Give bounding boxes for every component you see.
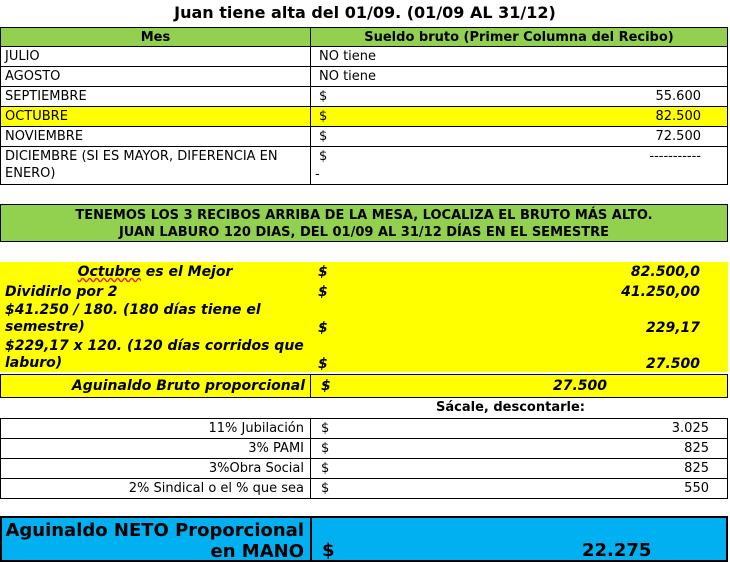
deduction-cell xyxy=(311,439,728,459)
table-row xyxy=(1,419,728,439)
table-row xyxy=(1,87,728,107)
aguinaldo-neto-value: 22.275 xyxy=(582,540,652,561)
deduction-value: 825 xyxy=(684,461,709,476)
header-sueldo: Sueldo bruto (Primer Columna del Recibo) xyxy=(311,28,728,47)
deduction-label: 3% PAMI xyxy=(1,439,311,459)
table-row xyxy=(1,127,728,147)
salary-value: 82.500 xyxy=(655,109,701,124)
table-row xyxy=(1,67,728,87)
monthly-salary-table xyxy=(0,27,728,185)
currency-symbol: $ xyxy=(319,89,328,104)
calculation-block xyxy=(0,262,728,372)
table-row xyxy=(1,439,728,459)
deduction-label: 2% Sindical o el % que sea xyxy=(1,479,311,499)
deduction-cell xyxy=(311,419,728,439)
cell-divider xyxy=(310,375,311,397)
salary-cell xyxy=(311,127,728,147)
calc-value: 229,17 xyxy=(645,320,700,336)
aguinaldo-neto-label-line-1: Aguinaldo NETO Proporcional xyxy=(5,520,304,541)
deduction-label: 3%Obra Social xyxy=(1,459,311,479)
calc-label: $229,17 x 120. (120 días corridos que laburo) xyxy=(5,338,304,371)
calc-label: Dividirlo por 2 xyxy=(5,284,118,300)
banner-line-2: JUAN LABURO 120 DIAS, DEL 01/09 AL 31/12 DÍAS EN EL SEMESTRE xyxy=(118,225,610,240)
month-cell: NOVIEMBRE xyxy=(1,127,311,147)
salary-cell xyxy=(311,147,728,185)
table-row xyxy=(1,459,728,479)
currency-symbol: $ xyxy=(319,129,328,144)
table-row-highlighted xyxy=(1,107,728,127)
month-cell: AGOSTO xyxy=(1,67,311,87)
calc-label-rest: es el Mejor xyxy=(140,264,233,280)
salary-value: NO tiene xyxy=(319,69,377,84)
aguinaldo-bruto-row xyxy=(0,374,728,398)
banner-line-1: TENEMOS LOS 3 RECIBOS ARRIBA DE LA MESA, LOCALIZA EL BRUTO MÁS ALTO. xyxy=(75,208,653,223)
currency-symbol: $ xyxy=(321,378,331,394)
header-mes: Mes xyxy=(1,28,311,47)
salary-value: 55.600 xyxy=(655,89,701,104)
table-row xyxy=(1,147,728,185)
month-cell: JULIO xyxy=(1,47,311,67)
aguinaldo-bruto-value: 27.500 xyxy=(553,378,608,394)
deduction-label: 11% Jubilación xyxy=(1,419,311,439)
month-cell: DICIEMBRE (SI ES MAYOR, DIFERENCIA EN ENERO) xyxy=(1,147,311,185)
salary-cell xyxy=(311,67,728,87)
month-cell: OCTUBRE xyxy=(1,107,311,127)
cell-divider xyxy=(310,518,312,562)
currency-symbol: $ xyxy=(321,461,330,476)
currency-symbol: $ xyxy=(318,264,328,280)
currency-symbol: $ xyxy=(321,441,330,456)
currency-symbol: $ xyxy=(319,109,328,124)
aguinaldo-neto-label xyxy=(2,520,308,562)
calc-value: 82.500,0 xyxy=(630,264,700,280)
currency-symbol: $ xyxy=(318,284,328,300)
table-row xyxy=(1,47,728,67)
page-title: Juan tiene alta del 01/09. (01/09 AL 31/12) xyxy=(174,3,556,22)
deduction-value: 550 xyxy=(684,481,709,496)
calc-value: 27.500 xyxy=(645,356,700,372)
deductions-heading: Sácale, descontarle: xyxy=(436,400,585,415)
aguinaldo-neto-label-line-2: en MANO xyxy=(210,541,304,562)
salary-extra: - xyxy=(315,167,320,182)
currency-symbol: $ xyxy=(321,481,330,496)
currency-symbol: $ xyxy=(319,149,328,164)
table-header-row xyxy=(1,28,728,47)
salary-value: NO tiene xyxy=(319,49,377,64)
table-row xyxy=(1,479,728,499)
deduction-cell xyxy=(311,459,728,479)
month-cell: SEPTIEMBRE xyxy=(1,87,311,107)
salary-cell xyxy=(311,107,728,127)
calc-value: 41.250,00 xyxy=(621,284,700,300)
salary-value: 72.500 xyxy=(655,129,701,144)
deductions-table xyxy=(0,418,728,499)
aguinaldo-bruto-label: Aguinaldo Bruto proporcional xyxy=(71,378,305,394)
deduction-value: 825 xyxy=(684,441,709,456)
currency-symbol: $ xyxy=(322,540,335,561)
deduction-value: 3.025 xyxy=(671,421,709,436)
currency-symbol: $ xyxy=(318,356,328,372)
calc-label-month: Octubre xyxy=(77,264,141,280)
salary-cell xyxy=(311,47,728,67)
currency-symbol: $ xyxy=(318,320,328,336)
calc-label: $41.250 / 180. (180 días tiene el semestre) xyxy=(5,302,261,335)
aguinaldo-neto-row xyxy=(0,516,728,562)
salary-value: ----------- xyxy=(649,149,701,164)
instruction-banner xyxy=(0,204,728,242)
calc-label xyxy=(0,264,310,281)
currency-symbol: $ xyxy=(321,421,330,436)
salary-cell xyxy=(311,87,728,107)
deduction-cell xyxy=(311,479,728,499)
